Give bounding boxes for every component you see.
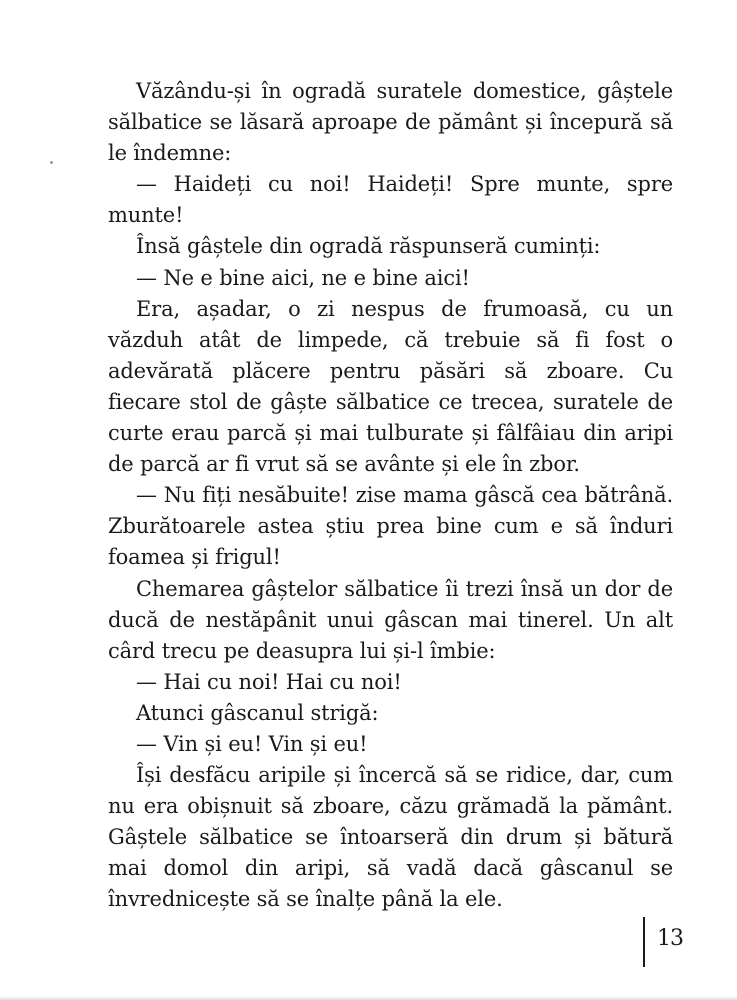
paragraph-11: Își desfăcu aripile și încercă să se ridice, dar, cum nu era obișnuit să zboare, căzu grămadă la pământ. Gâștele sălbatice se întoarseră din drum și bătură mai domol din aripi, să vadă dacă gâscanul se învrednicește să se înalțe până la ele. [108, 763, 673, 912]
paragraph-7: Chemarea gâștelor sălbatice îi trezi însă un dor de ducă de nestăpânit unui gâscan mai tinerel. Un alt cârd trecu pe deasupra lui și-l îmbie: [108, 576, 673, 663]
paragraph-1: Văzându-și în ogradă suratele domestice, gâștele sălbatice se lăsară aproape de pământ și începură să le îndemne: [108, 79, 673, 166]
paragraph-3: Însă gâștele din ogradă răspunseră cuminți: [136, 234, 601, 259]
paragraph-6: — Nu fiți nesăbuite! zise mama gâscă cea bătrână. Zburătoarele astea știu prea bine cum e să înduri foamea și frigul! [108, 483, 673, 570]
paragraph-10: — Vin și eu! Vin și eu! [136, 731, 368, 756]
body-text [108, 76, 673, 916]
paragraph-4: — Ne e bine aici, ne e bine aici! [136, 265, 470, 290]
page-number: 13 [657, 926, 683, 951]
scan-speck [50, 161, 53, 164]
paragraph-8: — Hai cu noi! Hai cu noi! [136, 669, 402, 694]
paragraph-2: — Haideți cu noi! Haideți! Spre munte, spre munte! [108, 172, 673, 228]
page-number-rule [643, 917, 645, 967]
paragraph-9: Atunci gâscanul strigă: [136, 700, 379, 725]
paragraph-5: Era, așadar, o zi nespus de frumoasă, cu un văzduh atât de limpede, că trebuie să fi fost o adevărată plăcere pentru păsări să zboare. Cu fiecare stol de gâște sălbatice ce trecea, suratele de curte erau parcă și mai tulburate și fâlfâiau din aripi de parcă ar fi vrut să se avânte și ele în zbor. [108, 296, 673, 477]
page-bottom-edge [0, 996, 737, 1000]
